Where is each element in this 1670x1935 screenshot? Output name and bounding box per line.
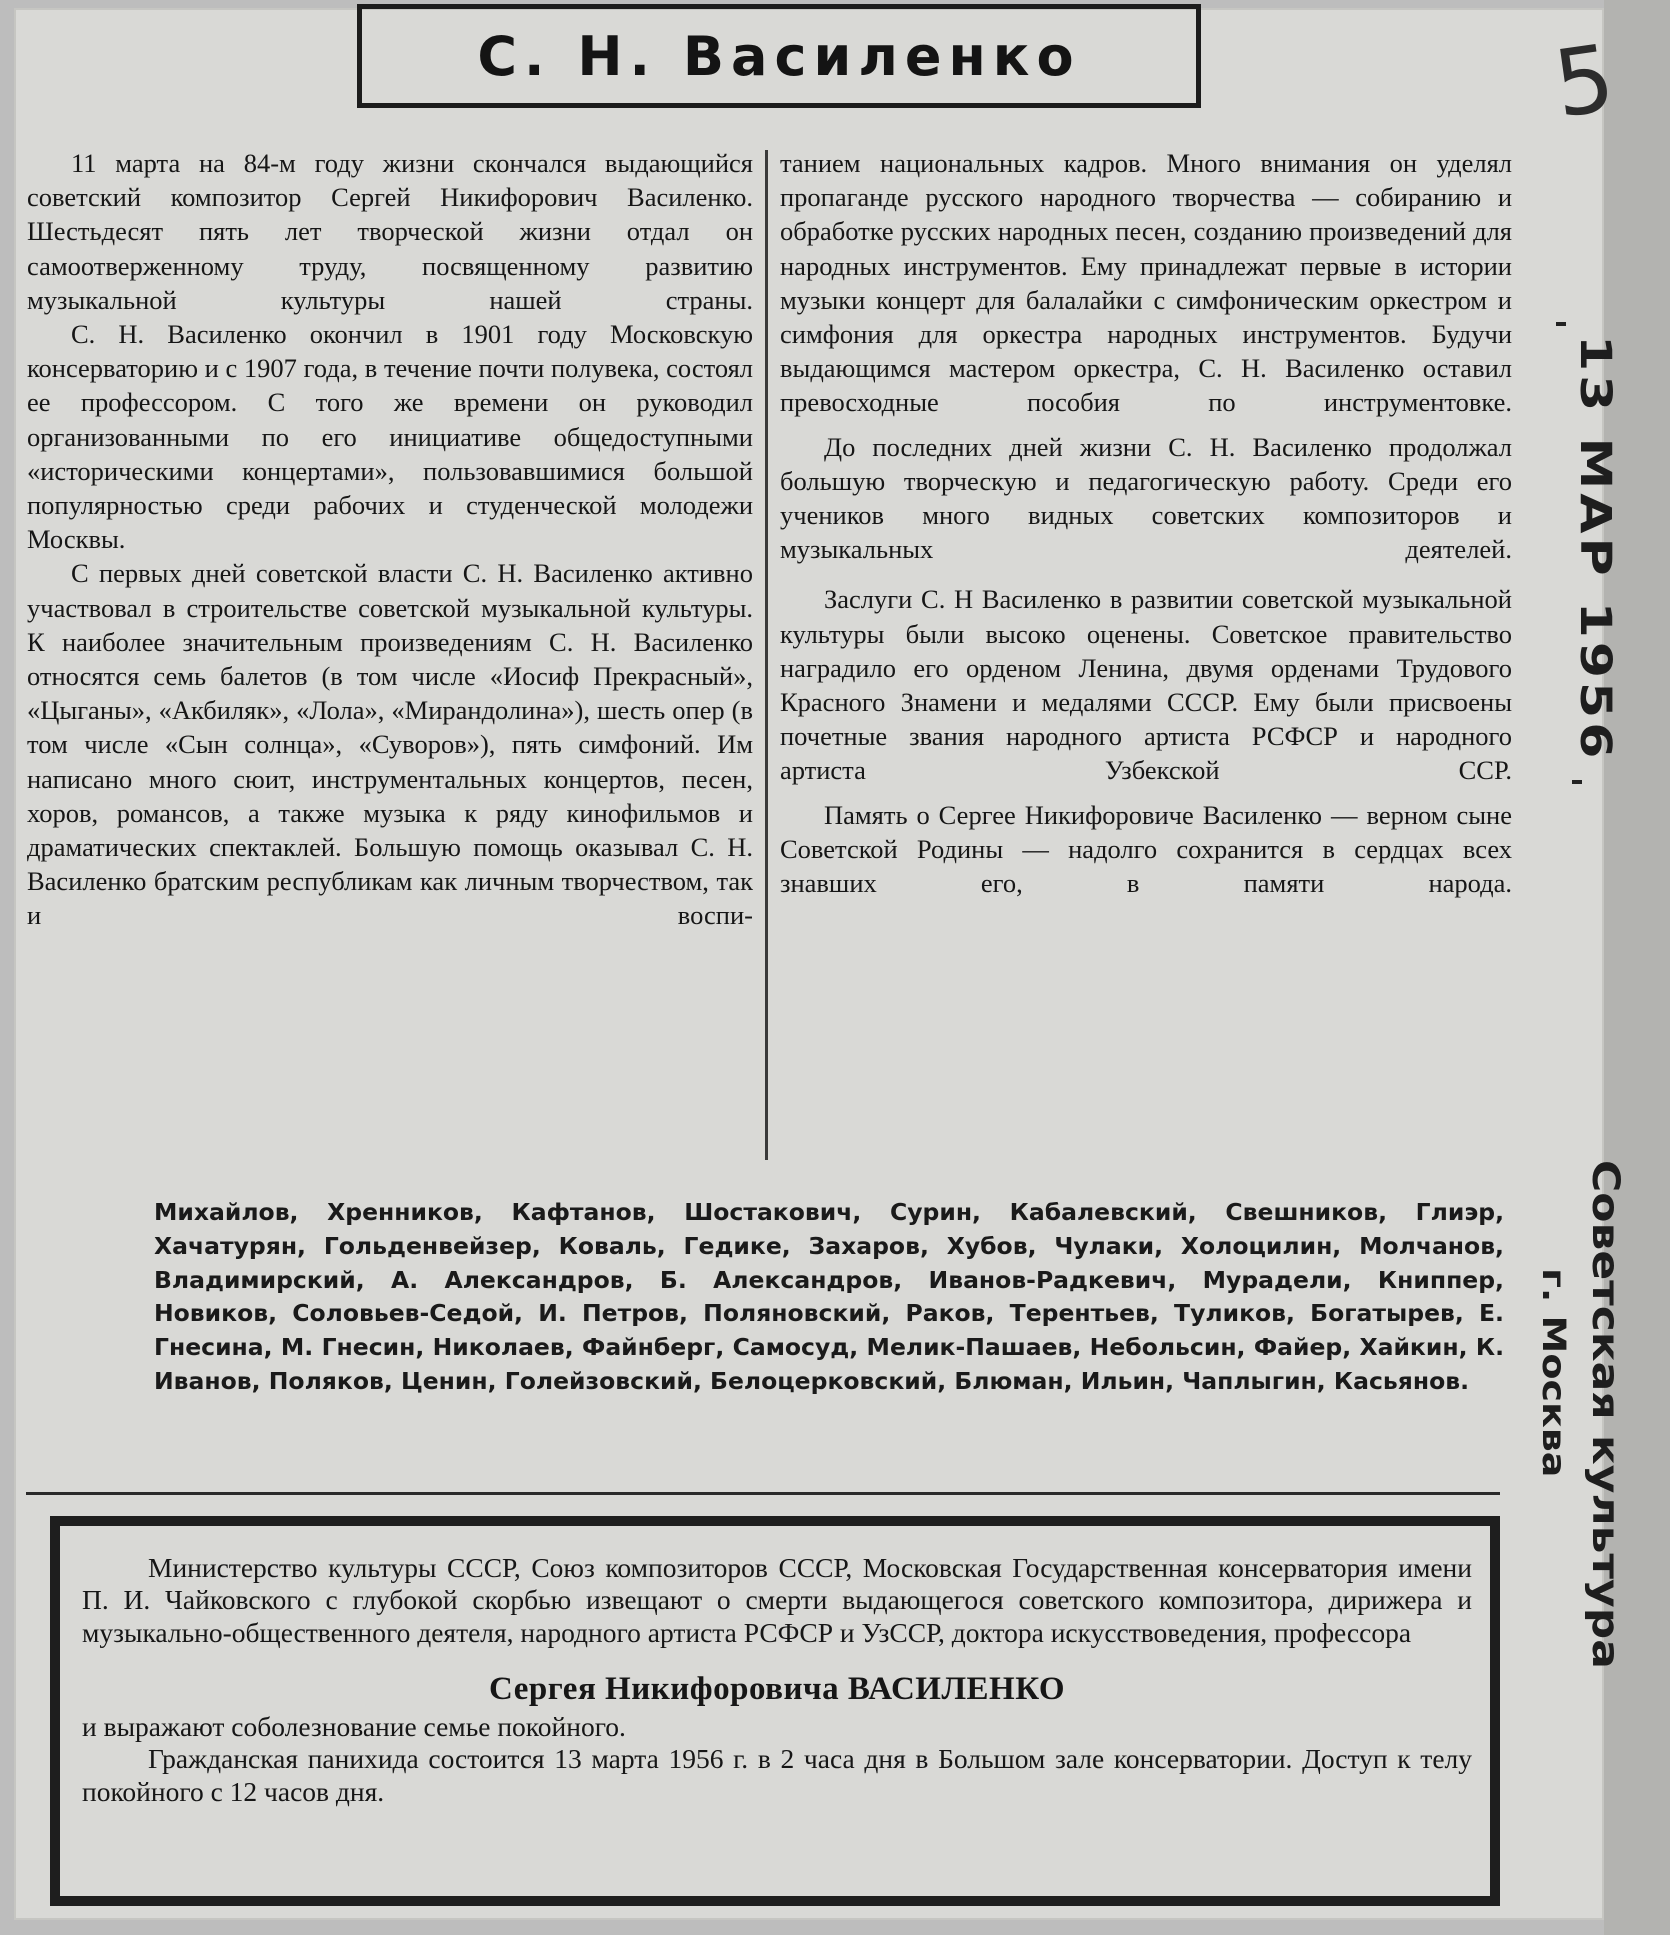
- signatories: Михайлов, Хренников, Кафтанов, Шостакович, Сурин, Кабалевский, Свешников, Глиэр, Хачатурян, Гольденвейзер, Коваль, Гедике, Захаров, Хубов, Чулаки, Холоцилин, Молчанов, Владимирский, А. Александров, Б. Александров, Иванов-Радкевич, Мурадели, Книппер, Новиков, Соловьев-Седой, И. Петров, Поляновский, Раков, Терентьев, Туликов, Богатырев, Е. Гнесина, М. Гнесин, Николаев, Файнберг, Самосуд, Мелик-Пашаев, Небольсин, Файер, Хайкин, К. Иванов, Поляков, Ценин, Голейзовский, Белоцерковский, Блюман, Ильин, Чаплыгин, Касьянов.: [154, 1198, 1504, 1395]
- margin-tick: [1572, 780, 1582, 784]
- city-stamp: г. Москва: [1535, 1268, 1573, 1478]
- obituary-notice: [50, 1516, 1500, 1906]
- paragraph: До последних дней жизни С. Н. Василенко продолжал большую творческую и педагогическую работу. Среди его учеников много видных советских композиторов и музыкальных деятелей.: [780, 431, 1512, 565]
- paragraph: Заслуги С. Н Василенко в развитии советской музыкальной культуры были высоко оценены. Советское правительство наградило его орденом Ленина, двумя орденами Трудового Красного Знамени и медалями СССР. Ему были присвоены почетные звания народного артиста РСФСР и народного артиста Узбекской ССР.: [780, 584, 1512, 786]
- article-column-left: [27, 146, 753, 933]
- notice-condolence: и выражают соболезнование семье покойного.: [82, 1711, 626, 1743]
- paragraph: С. Н. Василенко окончил в 1901 году Московскую консерваторию и с 1907 года, в течение почти полувека, состоял ее профессором. С того же времени он руководил организованными по его инициативе общедоступными «историческими концертами», пользовавшимися большой популярностью среди рабочих и студенческой молодежи Москвы.: [27, 319, 753, 555]
- deceased-name: Сергея Никифоровича ВАСИЛЕНКО: [489, 1670, 1065, 1707]
- date-stamp: 13 МАР 1956: [1570, 335, 1620, 763]
- paragraph: 11 марта на 84-м году жизни скончался выдающийся советский композитор Сергей Никифорович Василенко. Шестьдесят пять лет творческой жизни отдал он самоотверженному труду, посвященному развитию музыкальной культуры нашей страны.: [27, 148, 753, 315]
- article-column-right: [780, 146, 1512, 900]
- paragraph: С первых дней советской власти С. Н. Василенко активно участвовал в строительстве советской музыкальной культуры. К наиболее значительным произведениям С. Н. Василенко относятся семь балетов (в том числе «Иосиф Прекрасный», «Цыганы», «Акбиляк», «Лола», «Мирандолина»), шесть опер (в том числе «Сын солнца», «Суворов»), пять симфоний. Им написано много сюит, инструментальных концертов, песен, хоров, романсов, а также музыка к ряду кинофильмов и драматических спектаклей. Большую помощь оказывал С. Н. Василенко братским республикам как личным творчеством, так и воспи-: [27, 558, 753, 931]
- notice-intro: Министерство культуры СССР, Союз композиторов СССР, Московская Государственная консерватория имени П. И. Чайковского с глубокой скорбью извещают о смерти выдающегося советского композитора, дирижера и музыкально-общественного деятеля, народного артиста РСФСР и УзССР, доктора искусствоведения, профессора: [82, 1552, 1472, 1648]
- paragraph: танием национальных кадров. Много внимания он уделял пропаганде русского народного творчества — собиранию и обработке русских народных песен, созданию произведений для народных инструментов. Ему принадлежат первые в истории музыки концерт для балалайки с симфоническим оркестром и симфония для оркестра народных инструментов. Будучи выдающимся мастером оркестра, С. Н. Василенко оставил превосходные пособия по инструментовке.: [780, 148, 1512, 418]
- newspaper-name-stamp: Советская культура: [1583, 1160, 1628, 1669]
- section-divider: [26, 1492, 1500, 1495]
- margin-tick: [1556, 322, 1566, 326]
- paragraph: Память о Сергее Никифоровиче Василенко — верном сыне Советской Родины — надолго сохранится в сердцах всех знавших его, в памяти народа.: [780, 799, 1512, 899]
- column-divider: [765, 150, 768, 1160]
- notice-funeral: Гражданская панихида состоится 13 марта 1956 г. в 2 часа дня в Большом зале консерватории. Доступ к телу покойного с 12 часов дня.: [82, 1743, 1472, 1807]
- handwritten-page-number: 5: [1547, 24, 1621, 139]
- title-frame: [357, 4, 1201, 108]
- article-title: С. Н. Василенко: [477, 24, 1081, 88]
